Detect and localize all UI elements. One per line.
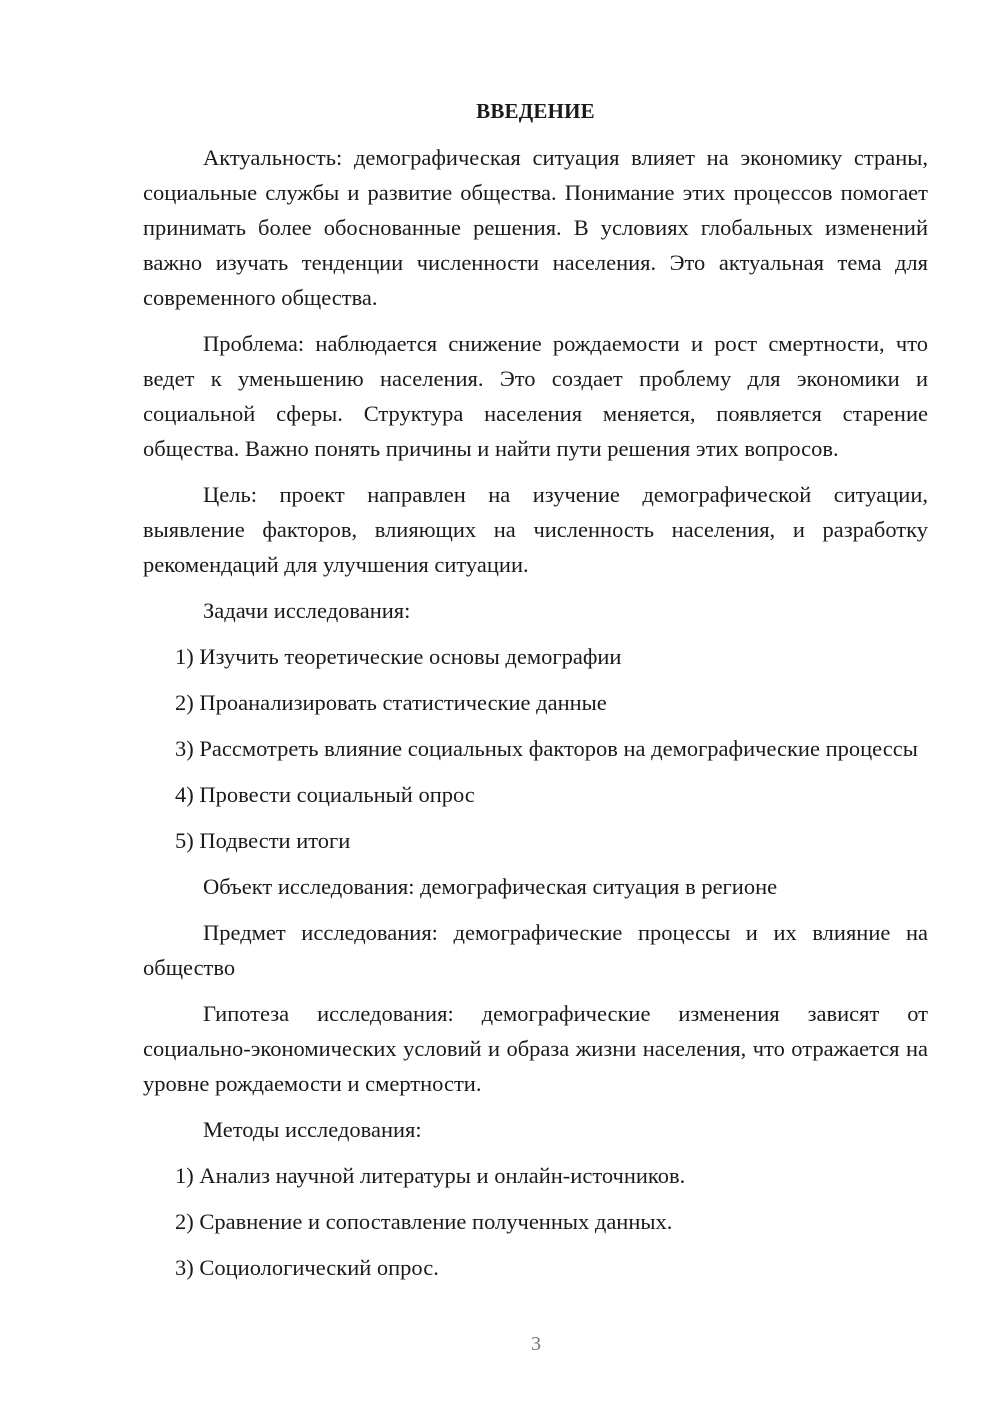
method-item: 3) Социологический опрос. bbox=[175, 1255, 439, 1280]
task-item: 2) Проанализировать статистические данные bbox=[175, 690, 607, 715]
task-item: 5) Подвести итоги bbox=[175, 828, 351, 853]
task-item: 1) Изучить теоретические основы демографии bbox=[175, 644, 622, 669]
subject-paragraph: Предмет исследования: демографические процессы и их влияние на общество bbox=[143, 920, 928, 980]
tasks-heading: Задачи исследования: bbox=[203, 598, 411, 623]
relevance-paragraph: Актуальность: демографическая ситуация влияет на экономику страны, социальные службы и развитие общества. Понимание этих процессов помогает принимать более обоснованные решения. В условиях глобальных изменений важно изучать тенденции численности населения. Это актуальная тема для современного общества. bbox=[143, 145, 928, 310]
section-title: ВВЕДЕНИЕ bbox=[476, 99, 595, 123]
hypothesis-paragraph: Гипотеза исследования: демографические изменения зависят от социально-экономических условий и образа жизни населения, что отражается на уровне рождаемости и смертности. bbox=[143, 1001, 928, 1096]
page-number: 3 bbox=[531, 1333, 541, 1355]
problem-paragraph: Проблема: наблюдается снижение рождаемости и рост смертности, что ведет к уменьшению населения. Это создает проблему для экономики и социальной сферы. Структура населения меняется, появляется старение общества. Важно понять причины и найти пути решения этих вопросов. bbox=[143, 331, 928, 461]
task-item: 4) Провести социальный опрос bbox=[175, 782, 475, 807]
object-paragraph: Объект исследования: демографическая ситуация в регионе bbox=[203, 874, 778, 899]
task-item: 3) Рассмотреть влияние социальных факторов на демографические процессы bbox=[175, 736, 918, 761]
methods-heading: Методы исследования: bbox=[203, 1117, 422, 1142]
goal-paragraph: Цель: проект направлен на изучение демографической ситуации, выявление факторов, влияющих на численность населения, и разработку рекомендаций для улучшения ситуации. bbox=[143, 482, 928, 577]
method-item: 1) Анализ научной литературы и онлайн-источников. bbox=[175, 1163, 686, 1188]
method-item: 2) Сравнение и сопоставление полученных данных. bbox=[175, 1209, 673, 1234]
document-page bbox=[143, 96, 928, 1296]
